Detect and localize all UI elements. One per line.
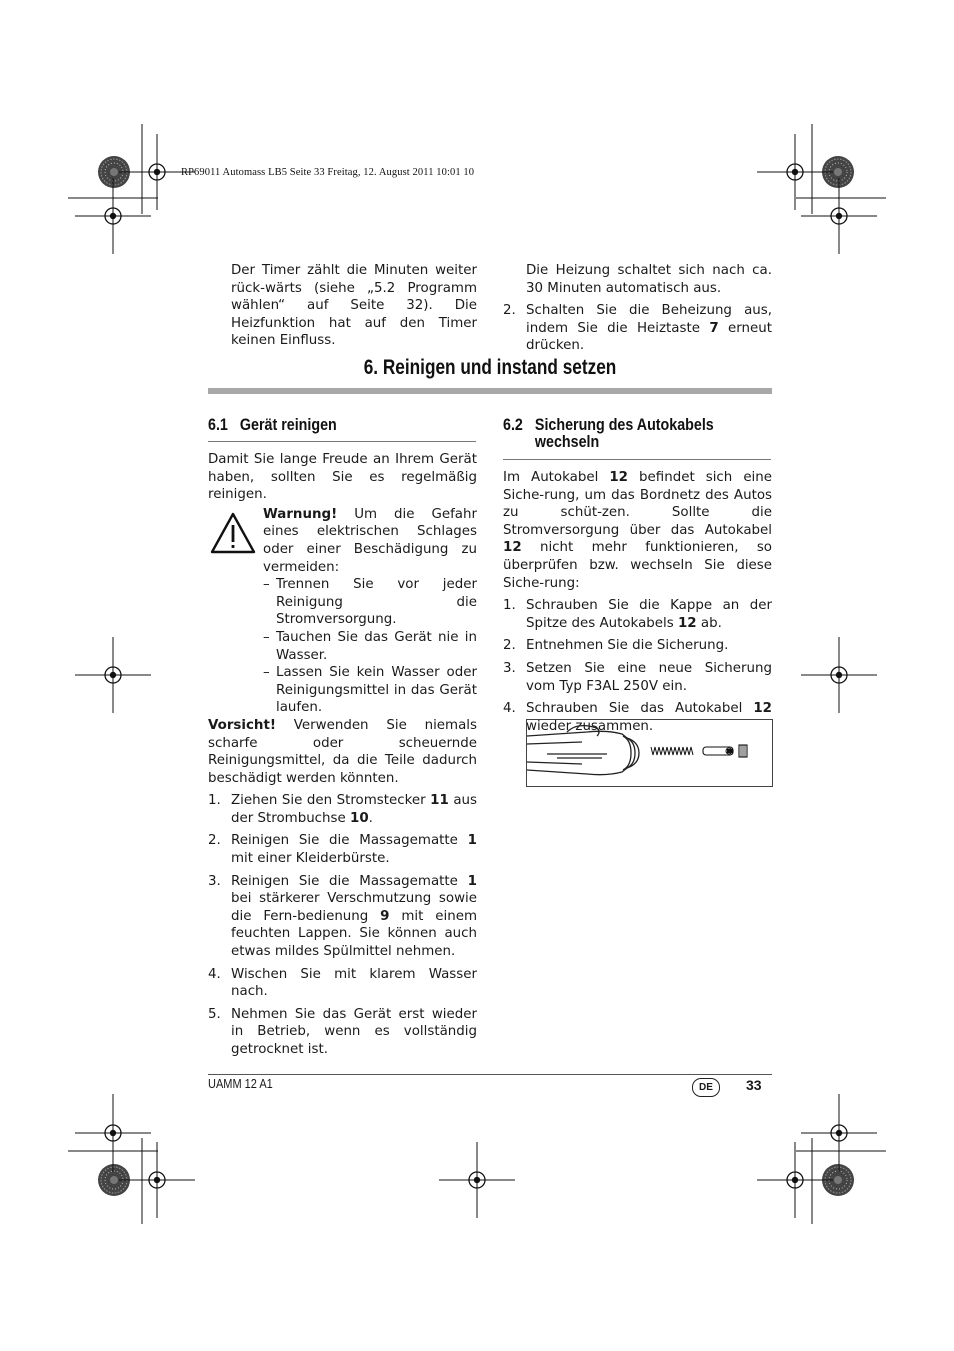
list-item: – Trennen Sie vor jeder Reinigung die Stromversorgung. xyxy=(263,577,477,628)
warning-list xyxy=(263,576,477,717)
heating-paragraph: Die Heizung schaltet sich nach ca. 30 Minuten automatisch aus. xyxy=(526,263,772,296)
fuse-intro: Im Autokabel 12 befindet sich eine Siche-rung, um das Bordnetz des Autos zu schüt-zen. Sollte die Stromversorgung über das Autokabel 12 nicht mehr funktionieren, so überprüfen bzw. wechseln Sie diese Siche-rung: xyxy=(503,470,773,591)
section-6-2-body xyxy=(503,469,772,735)
list-item: 5. Nehmen Sie das Gerät erst wieder in Betrieb, wenn es vollständig getrocknet ist. xyxy=(208,1006,477,1057)
section-title-bar xyxy=(208,388,772,394)
list-item: 2. Schalten Sie die Beheizung aus, indem Sie die Heiztaste 7 erneut drücken. xyxy=(503,303,772,354)
footer-model: UAMM 12 A1 xyxy=(208,1077,273,1091)
heading-6-1: 6.1 Gerät reinigen xyxy=(208,415,337,434)
list-item: 1. Ziehen Sie den Stromstecker 11 aus der Strombuchse 10. xyxy=(208,793,477,826)
heating-steps xyxy=(503,302,772,355)
language-badge: DE xyxy=(692,1078,720,1097)
car-cable-figure xyxy=(526,719,773,787)
page-number: 33 xyxy=(746,1077,762,1093)
warning-block xyxy=(208,506,477,717)
cleaning-steps xyxy=(208,792,477,1058)
timer-paragraph: Der Timer zählt die Minuten weiter rück-wärts (siehe „5.2 Programm wählen“ auf Seite 32). Die Heizfunktion hat auf den Timer keinen Einfluss. xyxy=(231,263,477,349)
list-item: 2. Reinigen Sie die Massagematte 1 mit einer Kleiderbürste. xyxy=(208,833,477,867)
list-item: 1. Schrauben Sie die Kappe an der Spitze des Autokabels 12 ab. xyxy=(503,598,772,631)
intro-paragraph: Damit Sie lange Freude an Ihrem Gerät haben, sollten Sie es regelmäßig reinigen. xyxy=(208,452,477,503)
list-item: 3. Setzen Sie eine neue Sicherung vom Typ F3AL 250V ein. xyxy=(503,660,772,694)
heading-6-2: 6.2 Sicherung des Autokabels wechseln xyxy=(503,415,714,451)
top-right-column xyxy=(503,262,772,355)
warning-text: Warnung! Um die Gefahr eines elektrischen Schlages oder einer Beschädigung zu vermeiden: xyxy=(263,506,477,575)
list-item: 2. Entnehmen Sie die Sicherung. xyxy=(503,638,729,654)
section-title: 6. Reinigen und instand setzen xyxy=(363,356,617,379)
car-plug-illustration-icon xyxy=(527,720,772,786)
list-item: – Tauchen Sie das Gerät nie in Wasser. xyxy=(263,629,477,663)
warning-triangle-icon xyxy=(210,512,256,554)
top-left-column xyxy=(208,262,477,350)
list-item: 3. Reinigen Sie die Massagematte 1 bei stärkerer Verschmutzung sowie die Fern-bedienung 9 mit einem feuchten Lappen. Sie können auch etwas mildes Spülmittel nehmen. xyxy=(208,873,477,960)
fuse-steps xyxy=(503,597,772,735)
list-item: 4. Wischen Sie mit klarem Wasser nach. xyxy=(208,966,477,1000)
footer-rule xyxy=(208,1074,772,1075)
heading-6-2-rule xyxy=(503,459,771,460)
print-info-line: RP69011 Automass LB5 Seite 33 Freitag, 12. August 2011 10:01 10 xyxy=(181,167,475,178)
caution-text: Vorsicht! Verwenden Sie niemals scharfe oder scheuernde Reinigungsmittel, da die Teile dadurch beschädigt werden könnten. xyxy=(208,717,477,786)
list-item: 4. Schrauben Sie das Autokabel 12 wieder zusammen. xyxy=(503,701,772,734)
section-6-1-body xyxy=(208,451,477,1059)
list-item: – Lassen Sie kein Wasser oder Reinigungsmittel in das Gerät laufen. xyxy=(263,665,477,716)
heading-6-1-rule xyxy=(208,441,476,442)
